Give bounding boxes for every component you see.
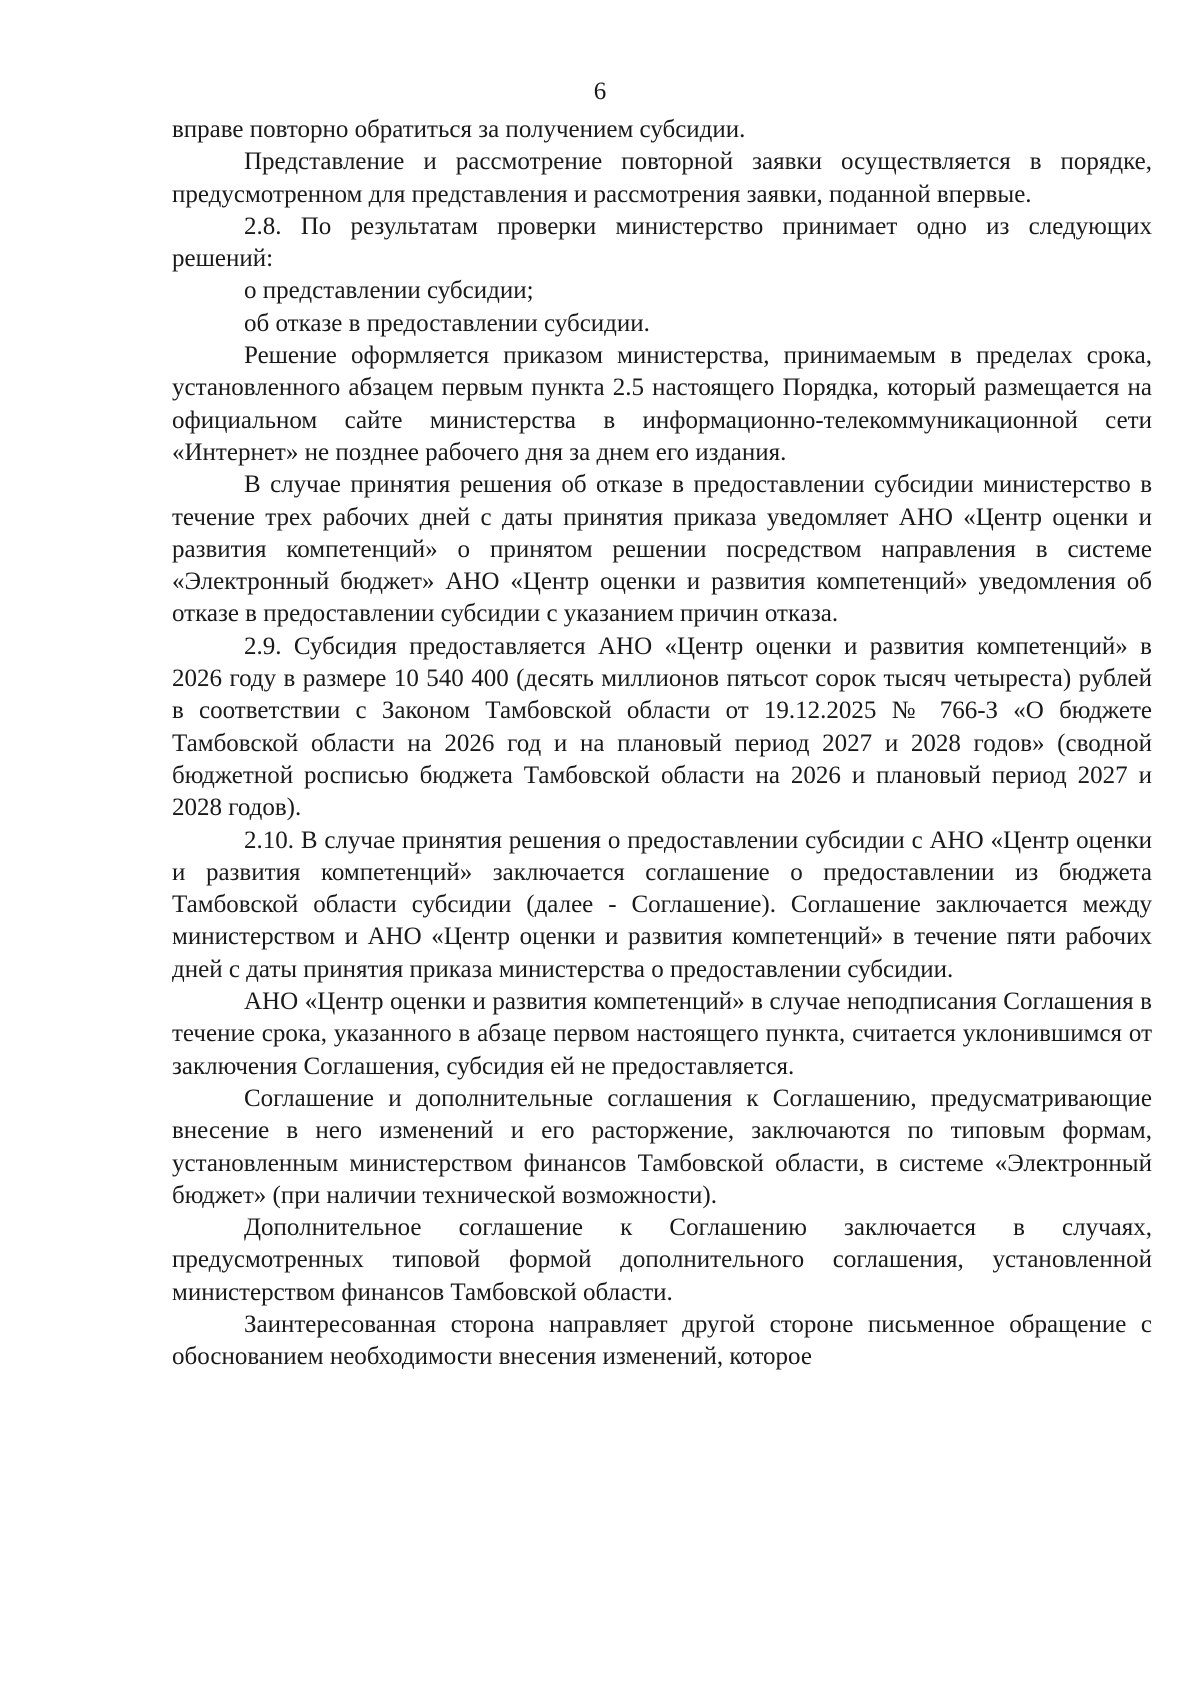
page-number: 6 xyxy=(593,78,607,105)
paragraph-clause-2-10: 2.10. В случае принятия решения о предоставлении субсидии с АНО «Центр оценки и развития компетенций» заключается соглашение о предоставлении из бюджета Тамбовской области субсидии (далее - Соглашение). Соглашение заключается между министерством и АНО «Центр оценки и развития компетенций» в течение пяти рабочих дней с даты принятия приказа министерства о предоставлении субсидии. xyxy=(172,826,1152,983)
paragraph: Заинтересованная сторона направляет другой стороне письменное обращение с обоснованием необходимости внесения изменений, которое xyxy=(172,1310,1152,1371)
paragraph: Соглашение и дополнительные соглашения к Соглашению, предусматривающие внесение в него изменений и его расторжение, заключаются по типовым формам, установленным министерством финансов Тамбовской области, в системе «Электронный бюджет» (при наличии технической возможности). xyxy=(172,1084,1152,1209)
paragraph-continuation: вправе повторно обратиться за получением субсидии. xyxy=(172,116,746,143)
decision-option: о представлении субсидии; xyxy=(244,277,534,305)
paragraph: В случае принятия решения об отказе в предоставлении субсидии министерство в течение трех рабочих дней с даты принятия приказа уведомляет АНО «Центр оценки и развития компетенций» о принятом решении посредством направления в системе «Электронный бюджет» АНО «Центр оценки и развития компетенций» уведомления об отказе в предоставлении субсидии с указанием причин отказа. xyxy=(172,471,1152,628)
paragraph-clause-2-8: 2.8. По результатам проверки министерство принимает одно из следующих решений: xyxy=(172,212,1152,273)
paragraph-clause-2-9: 2.9. Субсидия предоставляется АНО «Центр оценки и развития компетенций» в 2026 году в размере 10 540 400 (десять миллионов пятьсот сорок тысяч четыреста) рублей в соответствии с Законом Тамбовской области от 19.12.2025 № 766-З «О бюджете Тамбовской области на 2026 год и на плановый период 2027 и 2028 годов» (сводной бюджетной росписью бюджета Тамбовской области на 2026 и плановый период 2027 и 2028 годов). xyxy=(172,632,1152,822)
paragraph: АНО «Центр оценки и развития компетенций» в случае неподписания Соглашения в течение срока, указанного в абзаце первом настоящего пункта, считается уклонившимся от заключения Соглашения, субсидия ей не предоставляется. xyxy=(172,988,1152,1080)
paragraph: Решение оформляется приказом министерства, принимаемым в пределах срока, установленного абзацем первым пункта 2.5 настоящего Порядка, который размещается на официальном сайте министерства в информационно-телекоммуникационной сети «Интернет» не позднее рабочего дня за днем его издания. xyxy=(172,342,1152,466)
paragraph: Представление и рассмотрение повторной заявки осуществляется в порядке, предусмотренном для представления и рассмотрения заявки, поданной впервые. xyxy=(172,148,1152,208)
document-body xyxy=(172,114,1152,1374)
paragraph: Дополнительное соглашение к Соглашению заключается в случаях, предусмотренных типовой формой дополнительного соглашения, установленной министерством финансов Тамбовской области. xyxy=(172,1214,1152,1306)
decision-option: об отказе в предоставлении субсидии. xyxy=(244,309,650,337)
